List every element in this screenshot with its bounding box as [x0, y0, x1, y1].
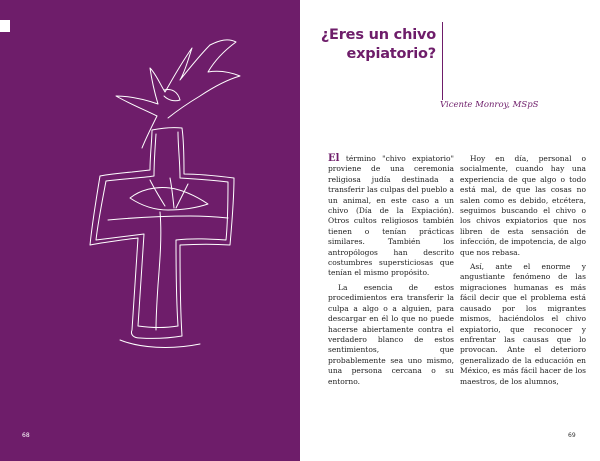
cross-sketch-line: [96, 132, 228, 328]
dove-line: [116, 45, 210, 148]
paragraph: [328, 154, 454, 279]
text-column-2: [460, 154, 586, 391]
paragraph-text: término "chivo expiatorio" proviene de una ceremonia religiosa judía destinada a transferir las culpas del pueblo a un animal, en este caso a un chivo (Día de la Expiación). Otros cultos religiosos también tienen o tenían prácticas similares. También los antropólogos han descrito costumbres supersticiosas que tenían el mismo propósito.: [328, 154, 454, 278]
text-column-1: [328, 154, 454, 391]
paragraph: Hoy en día, personal o socialmente, cuando hay una experiencia de que algo o todo está mal, de que las cosas no salen como es debido, etcétera, seguimos buscando el chivo o los chivos expiatorios que nos libren de esta sensación de infección, de impotencia, de algo que nos rebasa.: [460, 154, 586, 257]
dove-body-line: [130, 187, 208, 210]
page-number-right: 69: [568, 432, 576, 439]
dove-detail-line: [164, 89, 180, 100]
dove-feather-line: [150, 178, 188, 208]
paragraph: Así, ante el enorme y angustiante fenómeno de las migraciones humanas es más fácil decir que el problema está causado por los migrantes mismos, haciéndolos el chivo expiatorio, que reconocer y enfrentar las causas que lo provocan. Ante el deterioro generalizado de la educación en México, es más fácil hacer de los maestros, de los alumnos,: [460, 262, 586, 386]
title-rule: [442, 22, 443, 100]
cross-beam-line: [108, 216, 228, 220]
drop-cap: El: [328, 153, 340, 164]
article-author: Vicente Monroy, MSpS: [440, 100, 539, 110]
page-edge-tab: [0, 20, 10, 32]
cross-inner-line: [156, 212, 161, 330]
cross-with-dove-illustration: [60, 30, 260, 355]
paragraph: La esencia de estos procedimientos era transferir la culpa a algo o a alguien, para descargar en él lo que no puede hacerse abiertamente contra el verdadero blanco de estos sentimientos, que probablemente sea uno mismo, una persona cercana o su entorno.: [328, 282, 454, 386]
right-page: [300, 0, 600, 461]
base-line: [120, 340, 200, 347]
article-title: ¿Eres un chivo expiatorio?: [320, 27, 436, 62]
cross-vertical-line: [90, 128, 234, 339]
page-number-left: 68: [22, 432, 30, 439]
